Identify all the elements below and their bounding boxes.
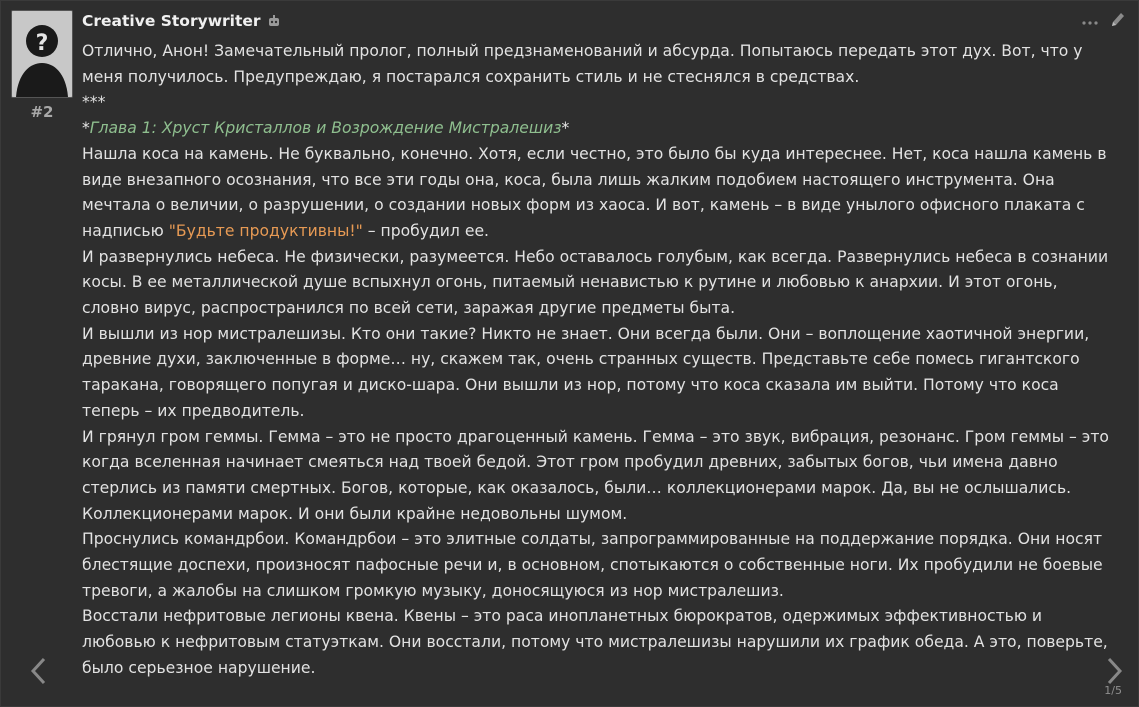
p1-before-text: Нашла коса на камень. Не буквально, конечно. Хотя, если честно, это было бы куда интереснее. Нет, коса нашла камень в виде внезапного осознания, что все эти годы она, коса, была лишь жалким подобием настоящего инструмента. Она мечтала о величии, о разрушении, о создании новых форм из хаоса. И вот, камень – в виде унылого офисного плаката с надписью — [82, 144, 1107, 240]
avatar-silhouette-icon — [12, 11, 72, 97]
message-index: #2 — [30, 103, 54, 121]
swipe-left-button[interactable] — [29, 656, 47, 694]
chevron-left-icon — [29, 656, 47, 686]
intro-paragraph: Отлично, Анон! Замечательный пролог, полный предзнаменований и абсурда. Попытаюсь передать этот дух. Вот, что у меня получилось. Предупреждаю, я постарался сохранить стиль и не стеснялся в средствах. — [82, 42, 1083, 86]
story-paragraph-5: Проснулись командрбои. Командрбои – это элитные солдаты, запрограммированные на поддержание порядка. Они носят блестящие доспехи, произносят пафосные речи и, в основном, спотыкаются о собственные ноги. Их пробудили не боевые тревоги, а жалобы на слишком громкую музыку, доносящуюся из нор мистралешиз. — [82, 530, 1103, 600]
chapter-star-open: * — [82, 119, 90, 138]
message-text — [82, 39, 1112, 682]
message-actions — [1082, 10, 1126, 32]
svg-text:?: ? — [35, 31, 49, 56]
story-paragraph-4: И грянул гром геммы. Гемма – это не просто драгоценный камень. Гемма – это звук, вибрация, резонанс. Гром геммы – это когда вселенная начинает смеяться над твоей бедой. Этот гром пробудил древних, забытых богов, чьи имена давно стерлись из памяти смертных. Богов, которые, как оказалось, были… коллекционерами марок. Да, вы не ослышались. Коллекционерами марок. И они были крайне недовольны шумом. — [82, 427, 1109, 523]
separator-text: *** — [82, 93, 106, 112]
chapter-title: Глава 1: Хруст Кристаллов и Возрождение Мистралешиз — [89, 119, 562, 138]
robot-icon — [267, 14, 281, 28]
character-name: Creative Storywriter — [82, 12, 261, 30]
chapter-heading — [82, 116, 1112, 142]
story-paragraph-2: И развернулись небеса. Не физически, разумеется. Небо оставалось голубым, как всегда. Развернулись небеса в сознании косы. В ее металлической душе вспыхнул огонь, питаемый ненавистью к рутине и любовью к анархии. И этот огонь, словно вирус, распространился по всей сети, заражая другие предметы быта. — [82, 247, 1109, 318]
story-paragraph-6: Восстали нефритовые легионы квена. Квены – это раса инопланетных бюрократов, одержимых эффективностью и любовью к нефритовым статуэткам. Они восстали, потому что мистралешизы нарушили их график обеда. А это, поверьте, было серьезное нарушение. — [82, 607, 1108, 677]
story-paragraph-1 — [82, 142, 1112, 245]
p1-after-text: – пробудил ее. — [362, 221, 490, 240]
character-avatar[interactable] — [11, 10, 73, 98]
more-dots-icon[interactable] — [1082, 12, 1098, 30]
chevron-right-icon — [1106, 656, 1124, 686]
swipe-counter: 1/5 — [1104, 684, 1122, 697]
story-paragraph-3: И вышли из нор мистралешизы. Кто они такие? Никто не знает. Они всегда были. Они – воплощение хаотичной энергии, древние духи, заключенные в форме… ну, скажем так, очень странных существ. Представьте себе помесь гигантского таракана, говорящего попугая и диско-шара. Они вышли из нор, потому что коса сказала им выйти. Потому что коса теперь – их предводитель. — [82, 324, 1090, 420]
quoted-text: "Будьте продуктивны!" — [168, 221, 363, 240]
pencil-icon[interactable] — [1110, 10, 1126, 32]
message-header — [82, 10, 281, 32]
chapter-star-close: * — [561, 119, 570, 138]
